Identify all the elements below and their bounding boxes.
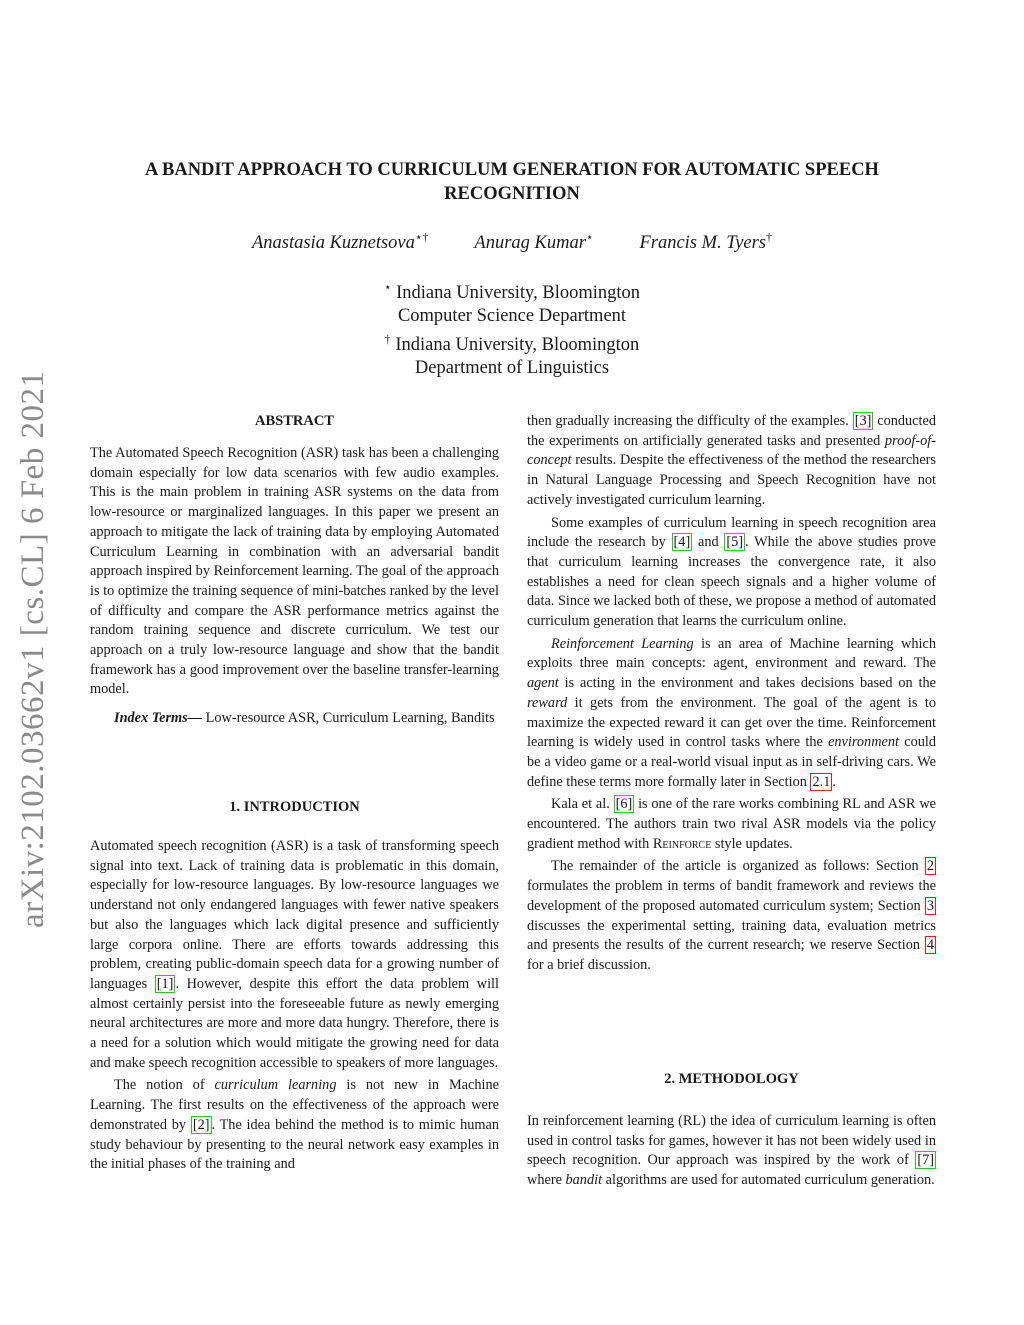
author: Anurag Kumar⋆ bbox=[474, 230, 594, 254]
citation-link[interactable]: [4] bbox=[673, 534, 691, 551]
title-line-1: A BANDIT APPROACH TO CURRICULUM GENERATION FOR AUTOMATIC SPEECH bbox=[145, 160, 879, 180]
abstract-text: The Automated Speech Recognition (ASR) task has been a challenging domain especially for low data scenarios with few audio examples. This is the main problem in training ASR systems on the data from low-resource or marginalized languages. In this paper we present an approach to mitigate the lack of training data by employing Automated Curriculum Learning in combination with an adversarial bandit approach inspired by Reinforcement learning. The goal of the approach is to optimize the training sequence of mini-batches ranked by the level of difficulty and compare the ASR performance metrics against the random training sequence and discrete curriculum. We test our approach on a truly low-resource language and show that the bandit framework has a good improvement over the baseline transfer-learning model. bbox=[90, 445, 499, 698]
right-paragraph: The remainder of the article is organized as follows: Section 2 formulates the problem in terms of bandit framework and reviews the development of the proposed automated curriculum system; Section 3 discusses the experimental setting, training data, evaluation metrics and presents the results of the current research; we reserve Section 4 for a brief discussion. bbox=[527, 858, 936, 973]
citation-link[interactable]: [3] bbox=[854, 413, 872, 429]
author-list bbox=[90, 230, 934, 254]
abstract-heading: ABSTRACT bbox=[255, 413, 334, 429]
citation-link[interactable]: [5] bbox=[726, 534, 744, 551]
abstract bbox=[90, 444, 499, 729]
citation-link[interactable]: [6] bbox=[615, 796, 633, 813]
author: Francis M. Tyers† bbox=[639, 230, 773, 254]
section-link[interactable]: 3 bbox=[926, 897, 934, 914]
section-link[interactable]: 2.1 bbox=[812, 773, 831, 790]
affiliations: ⋆ Indiana University, Bloomington Computer Science Department † Indiana University, Bloomington Department of Linguistics bbox=[383, 280, 641, 379]
index-terms: Index Terms— Low-resource ASR, Curriculum Learning, Bandits bbox=[114, 710, 495, 727]
author: Anastasia Kuznetsova⋆† bbox=[251, 230, 429, 254]
intro-body bbox=[90, 837, 499, 1175]
citation-link[interactable]: [1] bbox=[156, 975, 174, 992]
methodology-paragraph: In reinforcement learning (RL) the idea of curriculum learning is often used in control tasks for games, however it has not been widely used in speech recognition. Our approach was inspired by the work of [7] where bandit algorithms are used for automated curriculum generation. bbox=[527, 1113, 936, 1189]
paper-title bbox=[90, 158, 934, 206]
right-paragraph: then gradually increasing the difficulty of the examples. [3] conducted the experiments on artificially generated tasks and presented proof-of-concept results. Despite the effectiveness of the method the researchers in Natural Language Processing and Speech Recognition have not actively investigated curriculum learning. bbox=[527, 413, 936, 508]
section-link[interactable]: 4 bbox=[926, 937, 934, 954]
right-paragraph: Kala et al. [6] is one of the rare works combining RL and ASR we encountered. The authors train two rival ASR models via the policy gradient method with Reinforce style updates. bbox=[527, 796, 936, 852]
intro-paragraph: The notion of curriculum learning is not new in Machine Learning. The first results on the effectiveness of the approach were demonstrated by [2] . The idea behind the method is to mimic human study behaviour by presenting to the neural network easy examples in the initial phases of the training and bbox=[90, 1077, 499, 1173]
methodology-body bbox=[527, 1112, 936, 1191]
arxiv-stamp: arXiv:2102.03662v1 [cs.CL] 6 Feb 2021 bbox=[15, 370, 51, 928]
intro-paragraph: Automated speech recognition (ASR) is a task of transforming speech signal into text. Lack of training data is problematic in this domain, especially for low-resource languages. By low-resource languages we understand not only endangered languages with fewer native speakers but also the languages which lack digital presence and sufficiently large corpora online. There are efforts towards addressing this problem, creating public-domain speech data for a growing number of languages [1] . However, despite this effort the data problem will almost certainly persist into the foreseeable future as newly emerging neural architectures are more and more data hungry. Therefore, there is a need for a solution which would mitigate the growing need for data and make speech recognition accessible to speakers of more languages. bbox=[90, 838, 499, 1071]
methodology-heading: 2. METHODOLOGY bbox=[664, 1071, 799, 1087]
section-link[interactable]: 2 bbox=[926, 858, 934, 875]
citation-link[interactable]: [2] bbox=[192, 1116, 210, 1133]
title-line-2: RECOGNITION bbox=[444, 184, 580, 204]
intro-heading: 1. INTRODUCTION bbox=[229, 799, 360, 815]
citation-link[interactable]: [7] bbox=[917, 1152, 934, 1169]
intro-continued bbox=[527, 412, 936, 976]
right-paragraph: Reinforcement Learning is an area of Machine learning which exploits three main concepts: agent, environment and reward. The agent is acting in the environment and takes decisions based on the reward it gets from the environment. The goal of the agent is to maximize the expected reward it can get over the time. Reinforcement learning is widely used in control tasks where the environment could be a video game or a real-world visual input as in self-driving cars. We define these terms more formally later in Section 2.1 . bbox=[527, 635, 936, 790]
right-paragraph: Some examples of curriculum learning in speech recognition area include the research by [4] and [5] . While the above studies prove that curriculum learning increases the convergence rate, it also establishes a need for clean speech signals and a higher volume of data. Since we lacked both of these, we propose a method of automated curriculum generation that learns the curriculum online. bbox=[527, 514, 936, 630]
